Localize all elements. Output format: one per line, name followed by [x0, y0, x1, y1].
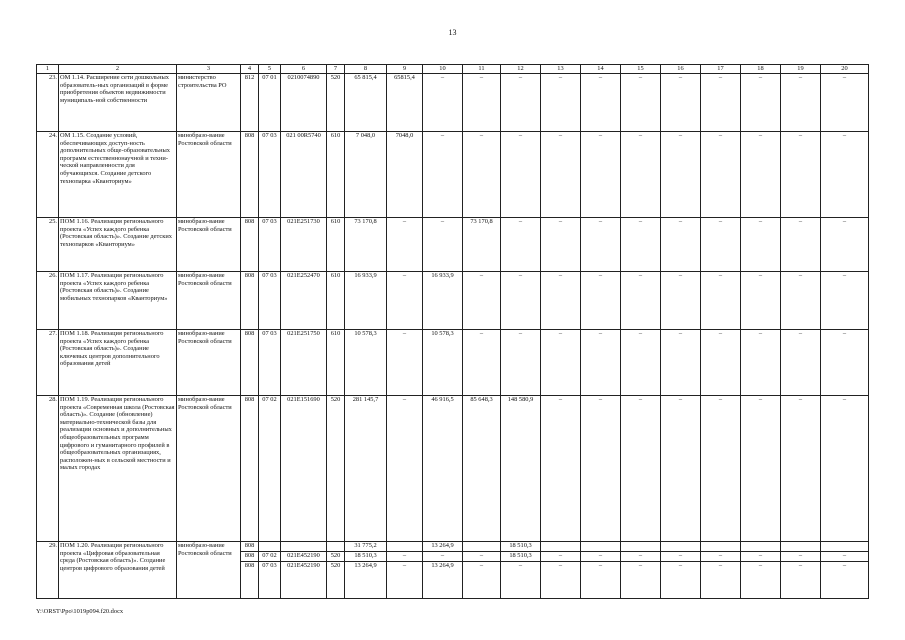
cell-c6 — [281, 542, 327, 552]
cell-c19: – — [781, 218, 821, 272]
cell-c18 — [741, 542, 781, 552]
cell-c5: 07 03 — [259, 562, 281, 599]
cell-name: ОМ 1.14. Расширение сети дошкольных образователь-ных организаций в форме приобретения объектов недвижимости муниципаль-ной собственности — [59, 74, 177, 132]
cell-c6: 021E452190 — [281, 552, 327, 562]
cell-c15: – — [621, 272, 661, 330]
cell-c5: 07 02 — [259, 396, 281, 542]
cell-c9: 65815,4 — [387, 74, 423, 132]
cell-c17: – — [701, 132, 741, 218]
cell-c20: – — [821, 552, 869, 562]
cell-n: 26. — [37, 272, 59, 330]
cell-c6: 0210074890 — [281, 74, 327, 132]
cell-n: 28. — [37, 396, 59, 542]
cell-c6: 021E251750 — [281, 330, 327, 396]
cell-c15 — [621, 542, 661, 552]
cell-c9: – — [387, 330, 423, 396]
cell-c5: 07 03 — [259, 132, 281, 218]
cell-c7: 520 — [327, 396, 345, 542]
cell-c5 — [259, 542, 281, 552]
cell-c5: 07 03 — [259, 218, 281, 272]
cell-c16: – — [661, 132, 701, 218]
cell-c12: – — [501, 132, 541, 218]
cell-c5: 07 03 — [259, 272, 281, 330]
cell-c11: – — [463, 562, 501, 599]
cell-name: ОМ 1.15. Создание условий, обеспечивающих доступ-ность дополнительных обще-образовательных программ естественнонаучной и техни-ческой направленности для обучающихся. Создание детского технопарка «Кванториум» — [59, 132, 177, 218]
footer-path: Y:\ORST\Ppo\1019p094.f20.docx — [36, 608, 124, 615]
header-cell: 10 — [423, 65, 463, 74]
cell-c16 — [661, 542, 701, 552]
page-number: 13 — [448, 28, 457, 37]
table-row — [37, 396, 869, 542]
cell-c8: 16 933,9 — [345, 272, 387, 330]
cell-name: ПОМ 1.20. Реализация регионального проекта «Цифровая образовательная среда (Ростовская область)». Создание центров цифрового образования детей — [59, 542, 177, 599]
cell-c20: – — [821, 272, 869, 330]
cell-c13: – — [541, 272, 581, 330]
cell-c17: – — [701, 552, 741, 562]
header-cell: 12 — [501, 65, 541, 74]
cell-ex: минобразо-вание Ростовской области — [177, 396, 241, 542]
cell-c7: 610 — [327, 132, 345, 218]
cell-c8: 31 775,2 — [345, 542, 387, 552]
cell-c17: – — [701, 218, 741, 272]
header-cell: 20 — [821, 65, 869, 74]
cell-c4: 808 — [241, 542, 259, 552]
cell-c6: 021E251730 — [281, 218, 327, 272]
cell-c4: 808 — [241, 132, 259, 218]
cell-c18: – — [741, 74, 781, 132]
cell-c14: – — [581, 132, 621, 218]
cell-c12: – — [501, 330, 541, 396]
cell-c11: 73 170,8 — [463, 218, 501, 272]
cell-c10: 13 264,9 — [423, 542, 463, 552]
cell-c16: – — [661, 552, 701, 562]
cell-c11: – — [463, 74, 501, 132]
cell-c7: 520 — [327, 552, 345, 562]
cell-c8: 10 578,3 — [345, 330, 387, 396]
cell-c19: – — [781, 272, 821, 330]
cell-c13: – — [541, 552, 581, 562]
cell-c4: 808 — [241, 272, 259, 330]
budget-table — [36, 64, 869, 599]
cell-c5: 07 01 — [259, 74, 281, 132]
cell-c9: – — [387, 562, 423, 599]
cell-c11: – — [463, 272, 501, 330]
cell-c17: – — [701, 562, 741, 599]
table-row — [37, 218, 869, 272]
cell-c14 — [581, 542, 621, 552]
cell-c16: – — [661, 218, 701, 272]
cell-c10: – — [423, 218, 463, 272]
cell-c15: – — [621, 562, 661, 599]
header-cell: 5 — [259, 65, 281, 74]
header-cell: 2 — [59, 65, 177, 74]
header-cell: 13 — [541, 65, 581, 74]
table-row — [37, 74, 869, 132]
cell-c20: – — [821, 396, 869, 542]
cell-c4: 808 — [241, 552, 259, 562]
cell-c12: – — [501, 272, 541, 330]
cell-n: 24. — [37, 132, 59, 218]
cell-c14: – — [581, 562, 621, 599]
cell-c12: 148 580,9 — [501, 396, 541, 542]
cell-c12: – — [501, 218, 541, 272]
cell-c18: – — [741, 562, 781, 599]
header-cell: 7 — [327, 65, 345, 74]
cell-c7: 520 — [327, 562, 345, 599]
header-cell: 8 — [345, 65, 387, 74]
cell-c15: – — [621, 396, 661, 542]
cell-c7 — [327, 542, 345, 552]
header-cell: 17 — [701, 65, 741, 74]
cell-c11: 85 648,3 — [463, 396, 501, 542]
header-cell: 18 — [741, 65, 781, 74]
cell-c12: – — [501, 562, 541, 599]
cell-c20: – — [821, 74, 869, 132]
cell-c20 — [821, 542, 869, 552]
header-cell: 4 — [241, 65, 259, 74]
table-row — [37, 132, 869, 218]
cell-c13: – — [541, 396, 581, 542]
cell-ex: минобразо-вание Ростовской области — [177, 542, 241, 599]
cell-c14: – — [581, 74, 621, 132]
header-cell: 19 — [781, 65, 821, 74]
cell-c10: – — [423, 552, 463, 562]
cell-name: ПОМ 1.17. Реализация регионального проекта «Успех каждого ребенка (Ростовская область)». Создание мобильных технопарков «Кванториум» — [59, 272, 177, 330]
cell-c16: – — [661, 562, 701, 599]
cell-c4: 808 — [241, 330, 259, 396]
cell-name: ПОМ 1.16. Реализация регионального проекта «Успех каждого ребенка (Ростовская область)». Создание детских технопарков «Кванториум» — [59, 218, 177, 272]
header-cell: 1 — [37, 65, 59, 74]
cell-c19: – — [781, 396, 821, 542]
cell-c7: 610 — [327, 218, 345, 272]
cell-ex: министерство строительства РО — [177, 74, 241, 132]
cell-c8: 7 048,0 — [345, 132, 387, 218]
cell-c17: – — [701, 330, 741, 396]
cell-ex: минобразо-вание Ростовской области — [177, 330, 241, 396]
cell-c5: 07 02 — [259, 552, 281, 562]
cell-n: 29. — [37, 542, 59, 599]
cell-c19: – — [781, 552, 821, 562]
cell-c12: 18 510,3 — [501, 542, 541, 552]
cell-name: ПОМ 1.19. Реализация регионального проекта «Современная школа (Ростовская область)». Создание (обновление) материально-технической базы для реализации основных и дополнительных общеобразовательных программ цифрового и гуманитарного профилей в общеобразовательных организациях, расположен-ных в сельской местности и малых городах — [59, 396, 177, 542]
cell-c17: – — [701, 74, 741, 132]
cell-c4: 808 — [241, 562, 259, 599]
cell-c19: – — [781, 132, 821, 218]
cell-c9: – — [387, 272, 423, 330]
cell-c15: – — [621, 552, 661, 562]
table-row — [37, 272, 869, 330]
cell-c4: 808 — [241, 396, 259, 542]
cell-c9: – — [387, 218, 423, 272]
cell-c18: – — [741, 272, 781, 330]
cell-c14: – — [581, 218, 621, 272]
cell-c19: – — [781, 330, 821, 396]
cell-c10: 13 264,9 — [423, 562, 463, 599]
cell-c18: – — [741, 330, 781, 396]
cell-ex: минобразо-вание Ростовской области — [177, 218, 241, 272]
cell-c17 — [701, 542, 741, 552]
header-cell: 14 — [581, 65, 621, 74]
cell-c19: – — [781, 562, 821, 599]
cell-c17: – — [701, 272, 741, 330]
cell-c8: 281 145,7 — [345, 396, 387, 542]
cell-n: 25. — [37, 218, 59, 272]
cell-c5: 07 03 — [259, 330, 281, 396]
cell-c10: – — [423, 74, 463, 132]
cell-c20: – — [821, 132, 869, 218]
cell-c15: – — [621, 330, 661, 396]
cell-c13 — [541, 542, 581, 552]
cell-c6: 021E452190 — [281, 562, 327, 599]
cell-c17: – — [701, 396, 741, 542]
cell-c15: – — [621, 132, 661, 218]
cell-n: 27. — [37, 330, 59, 396]
cell-c10: 10 578,3 — [423, 330, 463, 396]
cell-c7: 520 — [327, 74, 345, 132]
cell-c11 — [463, 542, 501, 552]
cell-c18: – — [741, 552, 781, 562]
cell-c14: – — [581, 330, 621, 396]
cell-c15: – — [621, 218, 661, 272]
table-row — [37, 330, 869, 396]
cell-c11: – — [463, 330, 501, 396]
cell-c18: – — [741, 132, 781, 218]
cell-c9: – — [387, 396, 423, 542]
cell-c9 — [387, 542, 423, 552]
cell-c18: – — [741, 218, 781, 272]
cell-c13: – — [541, 562, 581, 599]
cell-c8: 18 510,3 — [345, 552, 387, 562]
cell-ex: минобразо-вание Ростовской области — [177, 272, 241, 330]
cell-c4: 812 — [241, 74, 259, 132]
cell-c9: – — [387, 552, 423, 562]
cell-c20: – — [821, 218, 869, 272]
cell-n: 23. — [37, 74, 59, 132]
header-cell: 6 — [281, 65, 327, 74]
cell-c16: – — [661, 74, 701, 132]
header-cell: 15 — [621, 65, 661, 74]
cell-c20: – — [821, 562, 869, 599]
cell-c10: 46 916,5 — [423, 396, 463, 542]
cell-ex: минобразо-вание Ростовской области — [177, 132, 241, 218]
cell-c16: – — [661, 272, 701, 330]
cell-c6: 021 00R5740 — [281, 132, 327, 218]
header-cell: 3 — [177, 65, 241, 74]
cell-c8: 65 815,4 — [345, 74, 387, 132]
cell-c6: 021E252470 — [281, 272, 327, 330]
cell-c12: 18 510,3 — [501, 552, 541, 562]
header-cell: 11 — [463, 65, 501, 74]
cell-c15: – — [621, 74, 661, 132]
header-cell: 16 — [661, 65, 701, 74]
table-row — [37, 542, 869, 552]
cell-c8: 73 170,8 — [345, 218, 387, 272]
cell-c13: – — [541, 218, 581, 272]
cell-c11: – — [463, 132, 501, 218]
cell-c7: 610 — [327, 272, 345, 330]
cell-c19: – — [781, 74, 821, 132]
cell-c16: – — [661, 396, 701, 542]
cell-c13: – — [541, 330, 581, 396]
cell-c10: – — [423, 132, 463, 218]
cell-c20: – — [821, 330, 869, 396]
header-cell: 9 — [387, 65, 423, 74]
cell-c13: – — [541, 132, 581, 218]
cell-c19 — [781, 542, 821, 552]
cell-c7: 610 — [327, 330, 345, 396]
cell-c18: – — [741, 396, 781, 542]
cell-c14: – — [581, 552, 621, 562]
cell-c14: – — [581, 272, 621, 330]
cell-c10: 16 933,9 — [423, 272, 463, 330]
cell-name: ПОМ 1.18. Реализация регионального проекта «Успех каждого ребенка (Ростовская область)». Создание ключевых центров дополнительного образования детей — [59, 330, 177, 396]
cell-c9: 7048,0 — [387, 132, 423, 218]
table-header-row — [37, 65, 869, 74]
cell-c13: – — [541, 74, 581, 132]
cell-c8: 13 264,9 — [345, 562, 387, 599]
cell-c12: – — [501, 74, 541, 132]
cell-c14: – — [581, 396, 621, 542]
cell-c11: – — [463, 552, 501, 562]
cell-c16: – — [661, 330, 701, 396]
cell-c4: 808 — [241, 218, 259, 272]
cell-c6: 021E151690 — [281, 396, 327, 542]
